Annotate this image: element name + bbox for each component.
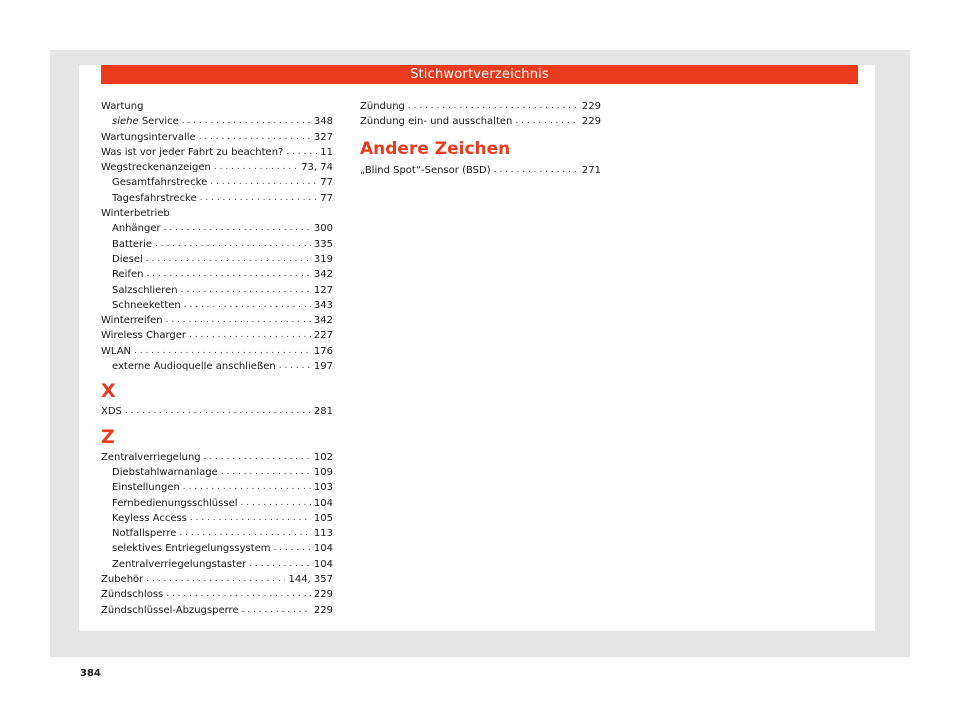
index-entry: Zündung . . . 229 — [360, 99, 601, 114]
index-entry: Diebstahlwarnanlage . . . 109 — [101, 465, 333, 480]
index-entry: Was ist vor jeder Fahrt zu beachten? . . . 11 — [101, 145, 333, 160]
index-letter-z: Z — [101, 425, 115, 448]
index-entry: Fernbedienungsschlüssel . . . 104 — [101, 496, 333, 511]
index-entry: Zündung ein- und ausschalten . . . 229 — [360, 114, 601, 129]
index-entry: Schneeketten . . . 343 — [101, 298, 333, 313]
header-title: Stichwortverzeichnis — [410, 67, 549, 82]
index-entry: „Blind Spot“-Sensor (BSD) . . . 271 — [360, 163, 601, 178]
index-entry: Winterreifen . . . 342 — [101, 313, 333, 328]
index-column-left — [101, 99, 333, 618]
index-entry: WLAN . . . 176 — [101, 344, 333, 359]
page-ref: 104 — [313, 497, 333, 509]
index-entry: selektives Entriegelungssystem . . . 104 — [101, 541, 333, 556]
page-ref: 77 — [320, 192, 333, 204]
page-ref: 127 — [313, 284, 333, 296]
page-ref: 229 — [313, 589, 333, 601]
page-ref: 73, 74 — [301, 162, 333, 174]
page-ref: 271 — [581, 164, 601, 176]
page-ref: 300 — [313, 223, 333, 235]
index-entry: Wegstreckenanzeigen . . . 73, 74 — [101, 160, 333, 175]
index-entry: Wartung — [101, 101, 144, 112]
index-entry: externe Audioquelle anschließen . . . 197 — [101, 359, 333, 374]
page-ref: 104 — [313, 558, 333, 570]
page-ref: 319 — [313, 253, 333, 265]
page-ref: 342 — [313, 315, 333, 327]
index-entry: Tagesfahrstrecke . . . 77 — [101, 191, 333, 206]
page-ref: 104 — [313, 543, 333, 555]
page-ref: 229 — [581, 116, 601, 128]
index-letter-x: X — [101, 380, 116, 403]
index-column-right — [360, 99, 601, 178]
index-entry: Wireless Charger . . . 227 — [101, 328, 333, 343]
index-entry: siehe Service . . . 348 — [101, 114, 333, 129]
page-ref: 11 — [320, 146, 333, 158]
index-entry: Einstellungen . . . 103 — [101, 480, 333, 495]
page-ref: 343 — [313, 299, 333, 311]
index-entry: Batterie . . . 335 — [101, 237, 333, 252]
index-entry: Reifen . . . 342 — [101, 267, 333, 282]
index-entry: Diesel . . . 319 — [101, 252, 333, 267]
index-entry: XDS . . . 281 — [101, 404, 333, 419]
index-entry: Wartungsintervalle . . . 327 — [101, 130, 333, 145]
index-entry: Zentralverriegelungstaster . . . 104 — [101, 557, 333, 572]
page-ref: 109 — [313, 466, 333, 478]
index-entry: Anhänger . . . 300 — [101, 221, 333, 236]
page-ref: 176 — [313, 345, 333, 357]
index-entry: Gesamtfahrstrecke . . . 77 — [101, 175, 333, 190]
page-ref: 229 — [581, 101, 601, 112]
index-entry: Zündschlüssel-Abzugsperre . . . 229 — [101, 603, 333, 618]
page-ref: 105 — [313, 512, 333, 524]
index-entry: Winterbetrieb — [101, 208, 170, 220]
page-ref: 327 — [313, 131, 333, 143]
page-number: 384 — [80, 668, 101, 679]
page-ref: 281 — [313, 406, 333, 418]
page-ref: 144, 357 — [288, 574, 333, 586]
index-entry: Notfallsperre . . . 113 — [101, 526, 333, 541]
index-entry: Keyless Access . . . 105 — [101, 511, 333, 526]
see-reference: siehe — [112, 116, 139, 128]
page-ref: 113 — [313, 528, 333, 540]
page-frame — [50, 50, 910, 679]
index-entry: Salzschlieren . . . 127 — [101, 283, 333, 298]
page-ref: 103 — [313, 482, 333, 494]
index-entry: Zündschloss . . . 229 — [101, 587, 333, 602]
page-ref: 342 — [313, 269, 333, 281]
section-title-andere-zeichen: Andere Zeichen — [360, 138, 511, 159]
page-ref: 335 — [313, 238, 333, 250]
page-ref: 197 — [313, 361, 333, 373]
page-ref: 77 — [320, 177, 333, 189]
document-page — [79, 65, 875, 631]
page-ref: 229 — [313, 604, 333, 616]
index-entry: Zentralverriegelung . . . 102 — [101, 450, 333, 465]
index-entry: Zubehör . . . 144, 357 — [101, 572, 333, 587]
page-ref: 102 — [313, 451, 333, 463]
page-ref: 227 — [313, 330, 333, 342]
page-header — [101, 65, 858, 84]
page-ref: 348 — [313, 116, 333, 128]
